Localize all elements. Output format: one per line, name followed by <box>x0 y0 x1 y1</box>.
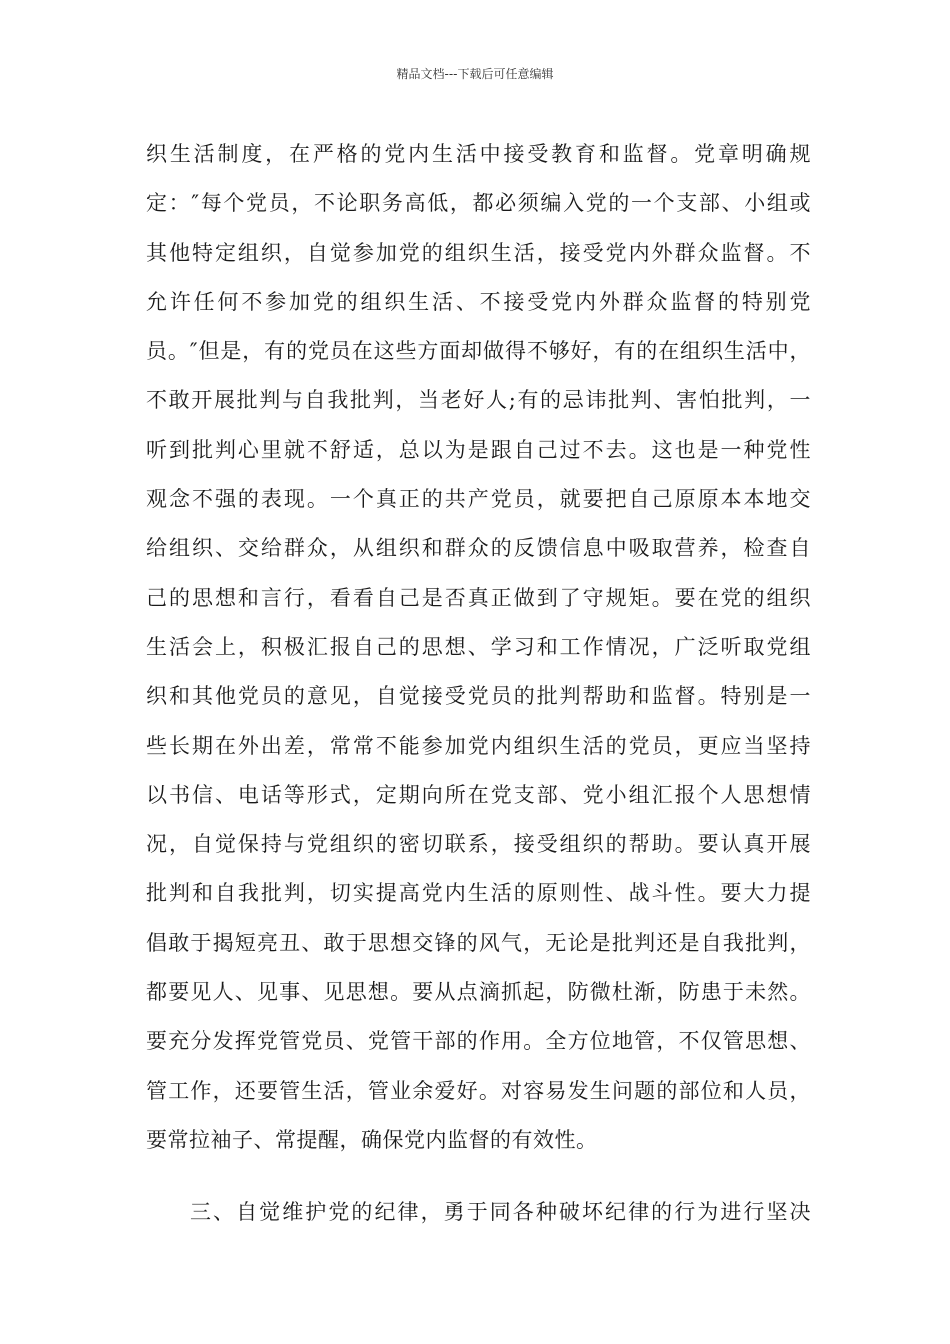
section-heading-line: 三、自觉维护党的纪律，勇于同各种破坏纪律的行为进行坚决 <box>190 1200 811 1225</box>
text-line: 要常拉袖子、常提醒，确保党内监督的有效性。 <box>146 1127 598 1152</box>
text-line: 倡敢于揭短亮丑、敢于思想交锋的风气，无论是批判还是自我批判， <box>146 930 811 955</box>
text-line: 己的思想和言行，看看自己是否真正做到了守规矩。要在党的组织 <box>146 585 811 610</box>
text-line: 都要见人、见事、见思想。要从点滴抓起，防微杜渐，防患于未然。 <box>146 980 811 1005</box>
page-header: 精品文档---下载后可任意编辑 <box>396 67 554 81</box>
text-line: 定：″每个党员，不论职务高低，都必须编入党的一个支部、小组或 <box>146 191 811 216</box>
paragraph-gap <box>146 1165 811 1188</box>
text-line: 不敢开展批判与自我批判，当老好人;有的忌讳批判、害怕批判，一 <box>146 388 811 413</box>
text-line: 管工作，还要管生活，管业余爱好。对容易发生问题的部位和人员， <box>146 1078 811 1103</box>
paragraph <box>146 130 811 1165</box>
text-line: 织和其他党员的意见，自觉接受党员的批判帮助和监督。特别是一 <box>146 684 811 709</box>
text-line: 听到批判心里就不舒适，总以为是跟自己过不去。这也是一种党性 <box>146 437 811 462</box>
text-line: 给组织、交给群众，从组织和群众的反馈信息中吸取营养，检查自 <box>146 536 811 561</box>
text-line: 些长期在外出差，常常不能参加党内组织生活的党员，更应当坚持 <box>146 733 811 758</box>
text-line: 允许任何不参加党的组织生活、不接受党内外群众监督的特别党 <box>146 289 811 314</box>
text-line: 以书信、电话等形式，定期向所在党支部、党小组汇报个人思想情 <box>146 782 811 807</box>
text-line: 况，自觉保持与党组织的密切联系，接受组织的帮助。要认真开展 <box>146 832 811 857</box>
text-line: 生活会上，积极汇报自己的思想、学习和工作情况，广泛听取党组 <box>146 634 811 659</box>
text-line: 批判和自我批判，切实提高党内生活的原则性、战斗性。要大力提 <box>146 881 811 906</box>
text-line: 其他特定组织，自觉参加党的组织生活，接受党内外群众监督。不 <box>146 240 811 265</box>
text-line: 观念不强的表现。一个真正的共产党员，就要把自己原原本本地交 <box>146 487 811 512</box>
paragraph <box>146 1188 811 1237</box>
text-line: 织生活制度，在严格的党内生活中接受教育和监督。党章明确规 <box>146 142 811 166</box>
document-body <box>146 130 811 1238</box>
text-line: 要充分发挥党管党员、党管干部的作用。全方位地管，不仅管思想、 <box>146 1029 811 1054</box>
text-line: 员。″但是，有的党员在这些方面却做得不够好，有的在组织生活中， <box>146 339 811 364</box>
